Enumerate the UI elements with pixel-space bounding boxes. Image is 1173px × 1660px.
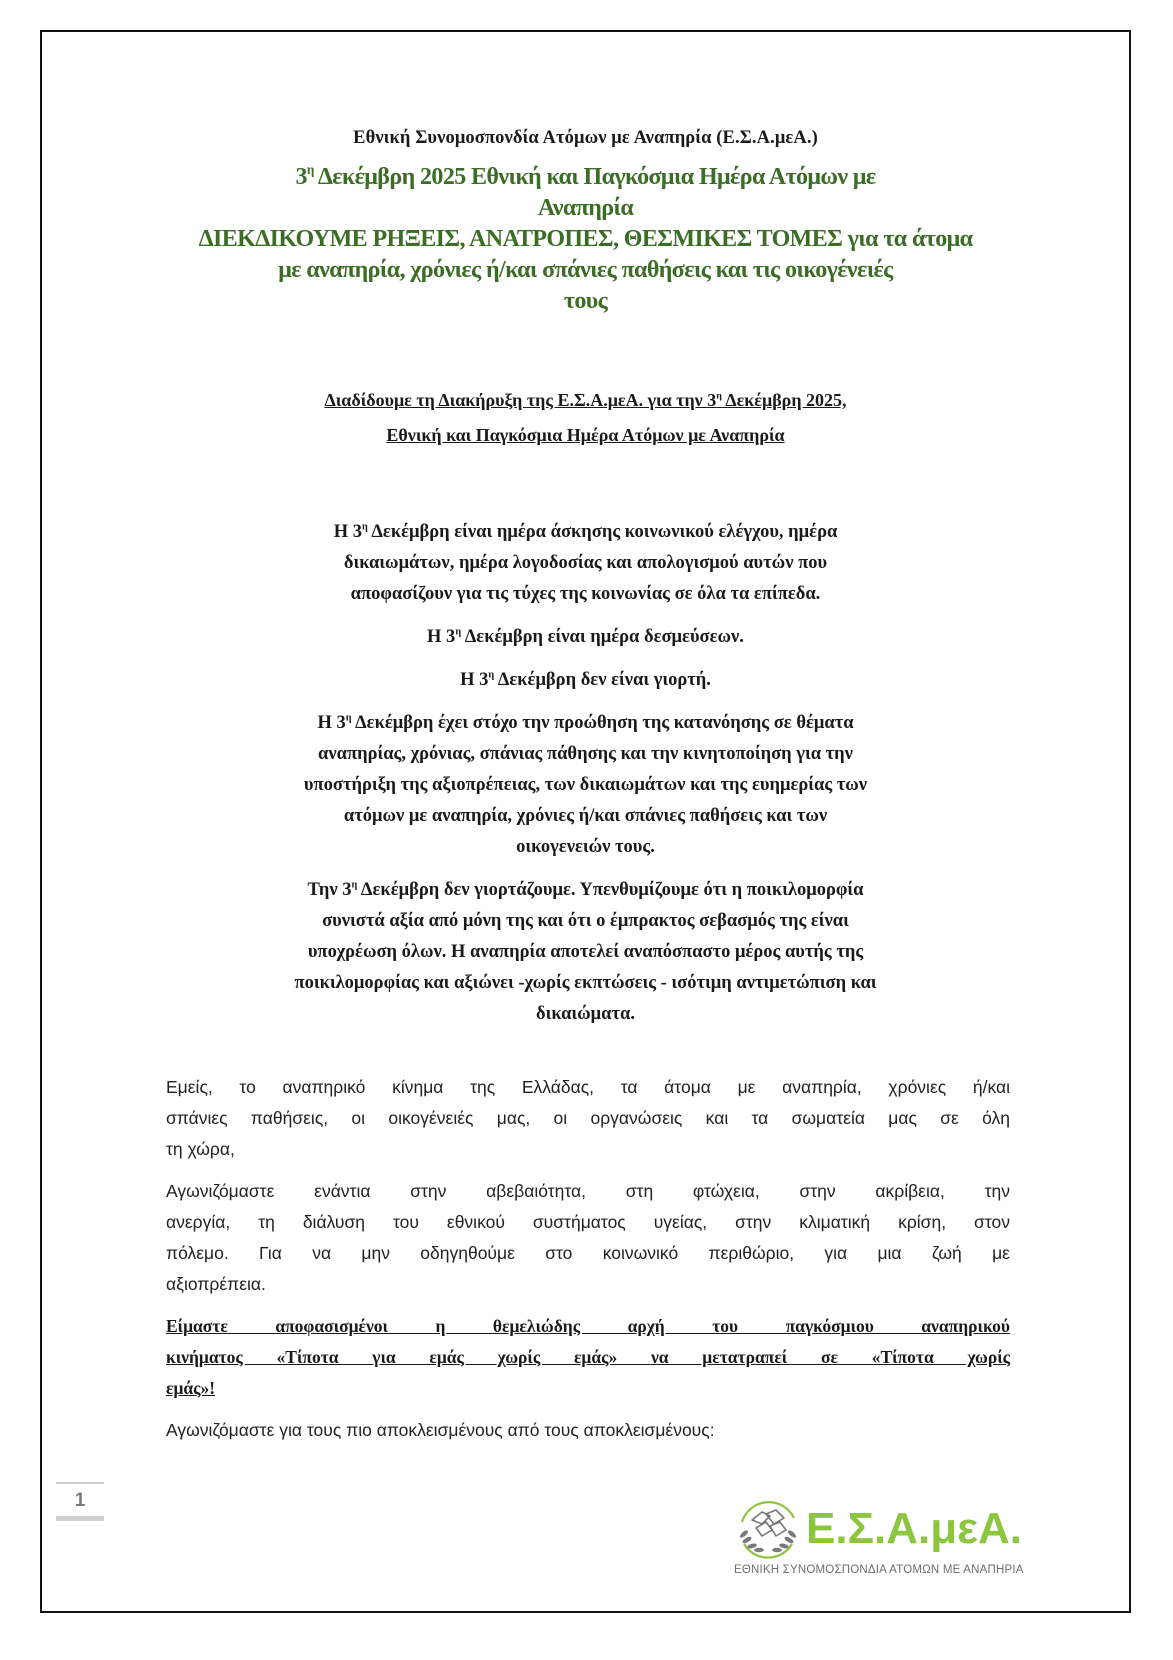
page-number-bottom-rule [56, 1516, 104, 1521]
statement-5-line-3: υποχρέωση όλων. Η αναπηρία αποτελεί αναπόσπαστο μέρος αυτής της [307, 942, 864, 962]
logo-wordmark: Ε.Σ.Α.μεΑ. [806, 1504, 1023, 1553]
statement-1-line-2: δικαιωμάτων, ημέρα λογοδοσίας και απολογισμού αυτών που [343, 553, 828, 573]
statement-1-text: Δεκέμβρη είναι ημέρα άσκησης κοινωνικού ελέγχου, ημέρα [367, 522, 838, 542]
body-2-line-1: Αγωνιζόμαστε ενάντια στην αβεβαιότητα, στη φτώχεια, στην ακρίβεια, την [166, 1181, 1010, 1201]
body-2-line-4: αξιοπρέπεια. [166, 1274, 266, 1294]
statement-5-line-2: συνιστά αξία από μόνη της και ότι ο έμπρακτος σεβασμός της είναι [322, 911, 849, 931]
statement-4-line-2: αναπηρίας, χρόνιας, σπάνιας πάθησης και την κινητοποίηση για την [318, 744, 853, 764]
body-paragraph-4 [166, 1415, 1010, 1446]
statement-5-line-4: ποικιλομορφίας και αξιώνει -χωρίς εκπτώσεις - ισότιμη αντιμετώπιση και [294, 973, 877, 993]
statement-3-sup: η [488, 669, 495, 681]
statement-3-text: Δεκέμβρη δεν είναι γιορτή. [494, 670, 711, 690]
statement-paragraph-3 [157, 665, 1014, 696]
body-4-line: Αγωνιζόμαστε για τους πιο αποκλεισμένους από τους αποκλεισμένους: [166, 1420, 715, 1440]
statement-5-sup: η [351, 879, 358, 891]
organization-header: Εθνική Συνομοσπονδία Ατόμων με Αναπηρία (Ε.Σ.Α.μεΑ.) [353, 128, 818, 148]
statement-paragraph-5 [157, 875, 1014, 1030]
statement-paragraph-1 [157, 517, 1014, 610]
logo-subtitle: ΕΘΝΙΚΗ ΣΥΝΟΜΟΣΠΟΝΔΙΑ ΑΤΟΜΩΝ ΜΕ ΑΝΑΠΗΡΙΑ [734, 1564, 1024, 1576]
body-2-line-2: ανεργία, τη διάλυση του εθνικού συστήματος υγείας, στην κλιματική κρίση, στον [166, 1212, 1010, 1232]
body-text [166, 1072, 1010, 1457]
title-line-2: Αναπηρία [537, 195, 634, 221]
body-3-line-2: κινήματος «Τίποτα για εμάς χωρίς εμάς» να μετατραπεί σε «Τίποτα χωρίς [166, 1347, 1010, 1367]
page-number-value: 1 [74, 1490, 86, 1511]
title-line-3 [172, 224, 999, 255]
statement-5-line-5: δικαιώματα. [536, 1004, 635, 1024]
declaration-ordinal-suffix: η [716, 390, 722, 402]
statement-3-line [157, 665, 1014, 696]
statement-3-prefix: Η 3 [460, 670, 489, 690]
statement-4-line-1 [157, 708, 1014, 739]
statement-2-line [157, 622, 1014, 653]
declaration-heading-line-2: Εθνική και Παγκόσμια Ημέρα Ατόμων με Αναπηρία [386, 425, 785, 445]
title-ordinal-suffix: η [306, 162, 314, 178]
statement-paragraph-4 [157, 708, 1014, 863]
body-3-line-1: Είμαστε αποφασισμένοι η θεμελιώδης αρχή του παγκόσμιου αναπηρικού [166, 1316, 1010, 1336]
statement-4-line-4: ατόμων με αναπηρία, χρόνιες ή/και σπάνιες παθήσεις και των [343, 806, 828, 826]
declaration-heading-text-a: Διαδίδουμε τη Διακήρυξη της Ε.Σ.Α.μεΑ. για την 3 [324, 390, 717, 410]
title-line-1-text: Δεκέμβρη 2025 Εθνική και Παγκόσμια Ημέρα Ατόμων με [313, 164, 876, 190]
title-slogan-caps: ΔΙΕΚΔΙΚΟΥΜΕ ΡΗΞΕΙΣ, ΑΝΑΤΡΟΠΕΣ, ΘΕΣΜΙΚΕΣ ΤΟΜΕΣ [198, 226, 843, 252]
body-paragraph-1 [166, 1072, 1010, 1165]
body-3-line-3: εμάς»! [166, 1378, 216, 1398]
declaration-heading-line-1 [42, 390, 1129, 411]
statement-5-line-1 [157, 875, 1014, 906]
title-line-5: τους [563, 288, 608, 314]
statement-paragraph-2 [157, 622, 1014, 653]
statement-4-text: Δεκέμβρη έχει στόχο την προώθηση της κατανόησης σε θέματα [351, 713, 854, 733]
body-paragraph-3-emphasis [166, 1311, 1010, 1404]
body-1-line-1: Εμείς, το αναπηρικό κίνημα της Ελλάδας, τα άτομα με αναπηρία, χρόνιες ή/και [166, 1077, 1010, 1097]
document-page [40, 30, 1131, 1613]
body-1-line-3: τη χώρα, [166, 1139, 235, 1159]
statement-2-sup: η [455, 626, 462, 638]
document-title [172, 162, 999, 317]
statement-4-prefix: Η 3 [317, 713, 346, 733]
statement-1-sup: η [361, 521, 368, 533]
body-paragraph-2 [166, 1176, 1010, 1300]
statement-4-sup: η [345, 712, 352, 724]
statement-2-text: Δεκέμβρη είναι ημέρα δεσμεύσεων. [461, 627, 744, 647]
body-2-line-3: πόλεμο. Για να μην οδηγηθούμε στο κοινωνικό περιθώριο, για μια ζωή με [166, 1243, 1010, 1263]
title-line-3-text: για τα άτομα [842, 226, 973, 252]
title-line-1 [172, 162, 999, 193]
statement-1-line-3: αποφασίζουν για τις τύχες της κοινωνίας σε όλα τα επίπεδα. [350, 584, 821, 604]
statement-1-line-1 [157, 517, 1014, 548]
page-number-top-rule [56, 1482, 104, 1484]
statement-2-prefix: Η 3 [427, 627, 456, 647]
title-line-4: με αναπηρία, χρόνιες ή/και σπάνιες παθήσεις και τις οικογένειές [278, 257, 893, 283]
declaration-heading-text-b: Δεκέμβρη 2025, [721, 390, 847, 410]
statement-5-text: Δεκέμβρη δεν γιορτάζουμε. Υπενθυμίζουμε ότι η ποικιλομορφία [357, 880, 864, 900]
statement-4-line-3: υποστήριξη της αξιοπρέπειας, των δικαιωμάτων και της ευημερίας των [303, 775, 868, 795]
esamea-logo [732, 1496, 1024, 1586]
title-day-number: 3 [295, 164, 307, 190]
statement-5-prefix: Την 3 [307, 880, 352, 900]
declaration-heading [42, 390, 1129, 446]
page-number [56, 1482, 104, 1521]
statement-1-prefix: Η 3 [333, 522, 362, 542]
statement-4-line-5: οικογενειών τους. [516, 837, 655, 857]
statements-block [157, 517, 1014, 1042]
body-1-line-2: σπάνιες παθήσεις, οι οικογένειές μας, οι οργανώσεις και τα σωματεία μας σε όλη [166, 1108, 1010, 1128]
hands-laurel-emblem-icon [732, 1496, 804, 1564]
